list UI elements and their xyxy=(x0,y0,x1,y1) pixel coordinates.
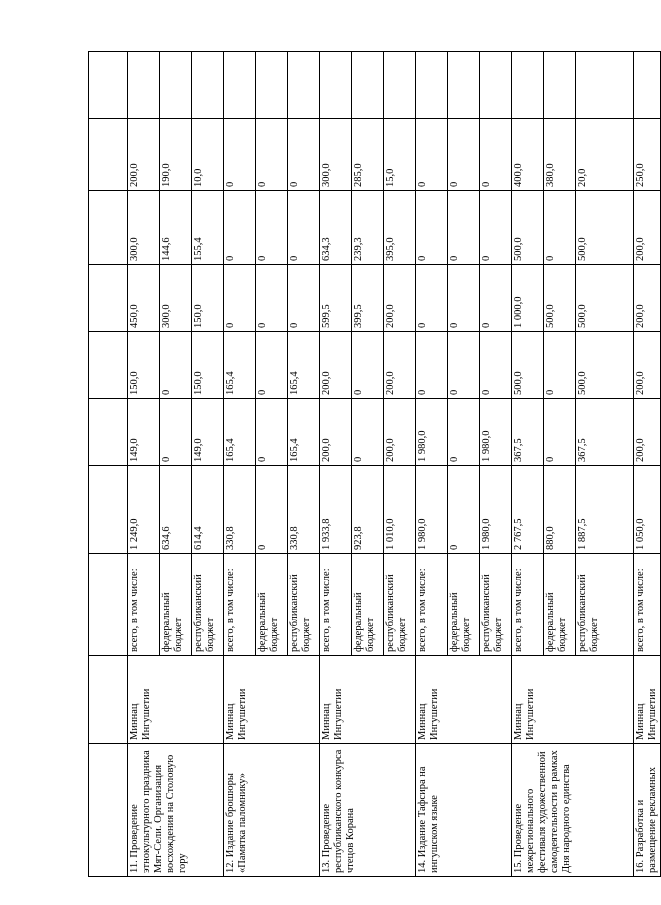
table-header-row xyxy=(89,52,128,877)
amount-cell: 165,4 xyxy=(224,332,256,399)
amount-cell: 1 050,0 xyxy=(634,466,661,554)
funding-source-cell: федеральный бюджет xyxy=(544,554,576,656)
funding-source-cell: федеральный бюджет xyxy=(160,554,192,656)
amount-cell: 149,0 xyxy=(128,399,160,466)
measure-name-cell: 16. Разработка и размещение рекламных xyxy=(634,744,661,877)
empty-cell xyxy=(320,52,352,119)
empty-cell xyxy=(288,52,320,119)
header-cell-5 xyxy=(89,399,128,466)
amount-cell: 614,4 xyxy=(192,466,224,554)
amount-cell: 165,4 xyxy=(288,332,320,399)
amount-cell: 1 000,0 xyxy=(512,265,544,332)
funding-source-cell: всего, в том числе: xyxy=(512,554,544,656)
empty-cell xyxy=(448,52,480,119)
funding-source-cell: федеральный бюджет xyxy=(256,554,288,656)
measure-name-cell: 15. Проведение межрегионального фестиваля художественной самодеятельности в рамках Дня народного единства xyxy=(512,744,634,877)
header-cell-1 xyxy=(89,744,128,877)
empty-cell xyxy=(160,52,192,119)
funding-source-cell: всего, в том числе: xyxy=(224,554,256,656)
amount-cell: 0 xyxy=(352,332,384,399)
amount-cell: 0 xyxy=(256,332,288,399)
amount-cell: 0 xyxy=(288,119,320,191)
table-row xyxy=(634,52,661,877)
amount-cell: 200,0 xyxy=(634,399,661,466)
header-cell-7 xyxy=(89,265,128,332)
funding-source-cell: всего, в том числе: xyxy=(634,554,661,656)
table-row xyxy=(224,52,256,877)
table-row xyxy=(512,52,544,877)
amount-cell: 500,0 xyxy=(512,191,544,265)
amount-cell: 0 xyxy=(256,399,288,466)
empty-cell xyxy=(384,52,416,119)
table-row xyxy=(416,52,448,877)
amount-cell: 1 010,0 xyxy=(384,466,416,554)
amount-cell: 20,0 xyxy=(576,119,634,191)
rotated-table-wrapper xyxy=(88,52,658,877)
amount-cell: 200,0 xyxy=(634,332,661,399)
amount-cell: 200,0 xyxy=(634,265,661,332)
amount-cell: 1 980,0 xyxy=(480,466,512,554)
amount-cell: 0 xyxy=(448,332,480,399)
funding-source-cell: республиканский бюджет xyxy=(384,554,416,656)
amount-cell: 399,5 xyxy=(352,265,384,332)
amount-cell: 0 xyxy=(448,466,480,554)
amount-cell: 0 xyxy=(480,191,512,265)
empty-cell xyxy=(192,52,224,119)
amount-cell: 500,0 xyxy=(544,265,576,332)
header-cell-3 xyxy=(89,554,128,656)
amount-cell: 0 xyxy=(416,332,448,399)
budget-table xyxy=(88,51,661,877)
amount-cell: 10,0 xyxy=(192,119,224,191)
amount-cell: 1 980,0 xyxy=(416,399,448,466)
funding-source-cell: всего, в том числе: xyxy=(320,554,352,656)
amount-cell: 0 xyxy=(448,399,480,466)
amount-cell: 200,0 xyxy=(384,399,416,466)
amount-cell: 0 xyxy=(288,191,320,265)
amount-cell: 150,0 xyxy=(192,332,224,399)
executor-cell: Миннац Ингушетии xyxy=(512,656,634,744)
amount-cell: 0 xyxy=(448,191,480,265)
executor-cell: Миннац Ингушетии xyxy=(224,656,320,744)
amount-cell: 0 xyxy=(160,332,192,399)
amount-cell: 400,0 xyxy=(512,119,544,191)
header-cell-4 xyxy=(89,466,128,554)
amount-cell: 0 xyxy=(544,399,576,466)
amount-cell: 634,3 xyxy=(320,191,352,265)
amount-cell: 0 xyxy=(416,119,448,191)
amount-cell: 330,8 xyxy=(288,466,320,554)
amount-cell: 0 xyxy=(448,119,480,191)
measure-name-cell: 12. Издание брошюры «Памятка паломнику» xyxy=(224,744,320,877)
amount-cell: 0 xyxy=(480,119,512,191)
funding-source-cell: республиканский бюджет xyxy=(192,554,224,656)
amount-cell: 200,0 xyxy=(384,332,416,399)
amount-cell: 1 933,8 xyxy=(320,466,352,554)
amount-cell: 0 xyxy=(256,119,288,191)
amount-cell: 923,8 xyxy=(352,466,384,554)
amount-cell: 0 xyxy=(352,399,384,466)
funding-source-cell: всего, в том числе: xyxy=(416,554,448,656)
table-body xyxy=(89,52,661,877)
empty-cell xyxy=(512,52,544,119)
amount-cell: 395,0 xyxy=(384,191,416,265)
amount-cell: 15,0 xyxy=(384,119,416,191)
amount-cell: 200,0 xyxy=(320,332,352,399)
empty-cell xyxy=(480,52,512,119)
funding-source-cell: федеральный бюджет xyxy=(448,554,480,656)
amount-cell: 2 767,5 xyxy=(512,466,544,554)
amount-cell: 500,0 xyxy=(576,332,634,399)
amount-cell: 200,0 xyxy=(384,265,416,332)
amount-cell: 300,0 xyxy=(320,119,352,191)
amount-cell: 150,0 xyxy=(192,265,224,332)
funding-source-cell: всего, в том числе: xyxy=(128,554,160,656)
amount-cell: 367,5 xyxy=(576,399,634,466)
amount-cell: 165,4 xyxy=(224,399,256,466)
amount-cell: 1 887,5 xyxy=(576,466,634,554)
amount-cell: 300,0 xyxy=(128,191,160,265)
amount-cell: 0 xyxy=(224,119,256,191)
funding-source-cell: федеральный бюджет xyxy=(352,554,384,656)
table-row xyxy=(320,52,352,877)
empty-cell xyxy=(576,52,634,119)
header-cell-8 xyxy=(89,191,128,265)
amount-cell: 200,0 xyxy=(634,191,661,265)
measure-name-cell: 14. Издание Тафсира на ингушском языке xyxy=(416,744,512,877)
header-cell-10 xyxy=(89,52,128,119)
amount-cell: 144,6 xyxy=(160,191,192,265)
amount-cell: 0 xyxy=(256,265,288,332)
empty-cell xyxy=(128,52,160,119)
amount-cell: 155,4 xyxy=(192,191,224,265)
amount-cell: 450,0 xyxy=(128,265,160,332)
amount-cell: 880,0 xyxy=(544,466,576,554)
header-cell-6 xyxy=(89,332,128,399)
funding-source-cell: республиканский бюджет xyxy=(576,554,634,656)
funding-source-cell: республиканский бюджет xyxy=(480,554,512,656)
amount-cell: 0 xyxy=(224,191,256,265)
amount-cell: 367,5 xyxy=(512,399,544,466)
amount-cell: 0 xyxy=(256,191,288,265)
empty-cell xyxy=(416,52,448,119)
funding-source-cell: республиканский бюджет xyxy=(288,554,320,656)
amount-cell: 500,0 xyxy=(576,265,634,332)
amount-cell: 149,0 xyxy=(192,399,224,466)
amount-cell: 0 xyxy=(416,191,448,265)
header-cell-9 xyxy=(89,119,128,191)
amount-cell: 239,3 xyxy=(352,191,384,265)
amount-cell: 1 249,0 xyxy=(128,466,160,554)
amount-cell: 200,0 xyxy=(320,399,352,466)
empty-cell xyxy=(224,52,256,119)
empty-cell xyxy=(256,52,288,119)
amount-cell: 250,0 xyxy=(634,119,661,191)
measure-name-cell: 11. Проведение этнокультурного праздника Мят-Сели. Организация восхождения на Столовую гору xyxy=(128,744,224,877)
amount-cell: 0 xyxy=(256,466,288,554)
amount-cell: 0 xyxy=(544,191,576,265)
amount-cell: 1 980,0 xyxy=(416,466,448,554)
header-cell-2 xyxy=(89,656,128,744)
empty-cell xyxy=(544,52,576,119)
amount-cell: 0 xyxy=(480,265,512,332)
amount-cell: 0 xyxy=(544,332,576,399)
amount-cell: 634,6 xyxy=(160,466,192,554)
amount-cell: 330,8 xyxy=(224,466,256,554)
amount-cell: 0 xyxy=(224,265,256,332)
executor-cell: Миннац Ингушетии xyxy=(128,656,224,744)
measure-name-cell: 13. Проведение республиканского конкурса чтецов Корана xyxy=(320,744,416,877)
amount-cell: 0 xyxy=(288,265,320,332)
amount-cell: 190,0 xyxy=(160,119,192,191)
amount-cell: 0 xyxy=(480,332,512,399)
amount-cell: 599,5 xyxy=(320,265,352,332)
amount-cell: 150,0 xyxy=(128,332,160,399)
amount-cell: 500,0 xyxy=(576,191,634,265)
amount-cell: 0 xyxy=(160,399,192,466)
executor-cell: Миннац Ингушетии xyxy=(320,656,416,744)
amount-cell: 1 980,0 xyxy=(480,399,512,466)
amount-cell: 0 xyxy=(448,265,480,332)
amount-cell: 200,0 xyxy=(128,119,160,191)
empty-cell xyxy=(634,52,661,119)
amount-cell: 285,0 xyxy=(352,119,384,191)
executor-cell: Миннац Ингушетии xyxy=(634,656,661,744)
amount-cell: 500,0 xyxy=(512,332,544,399)
table-row xyxy=(128,52,160,877)
amount-cell: 380,0 xyxy=(544,119,576,191)
executor-cell: Миннац Ингушетии xyxy=(416,656,512,744)
empty-cell xyxy=(352,52,384,119)
amount-cell: 300,0 xyxy=(160,265,192,332)
amount-cell: 0 xyxy=(416,265,448,332)
amount-cell: 165,4 xyxy=(288,399,320,466)
